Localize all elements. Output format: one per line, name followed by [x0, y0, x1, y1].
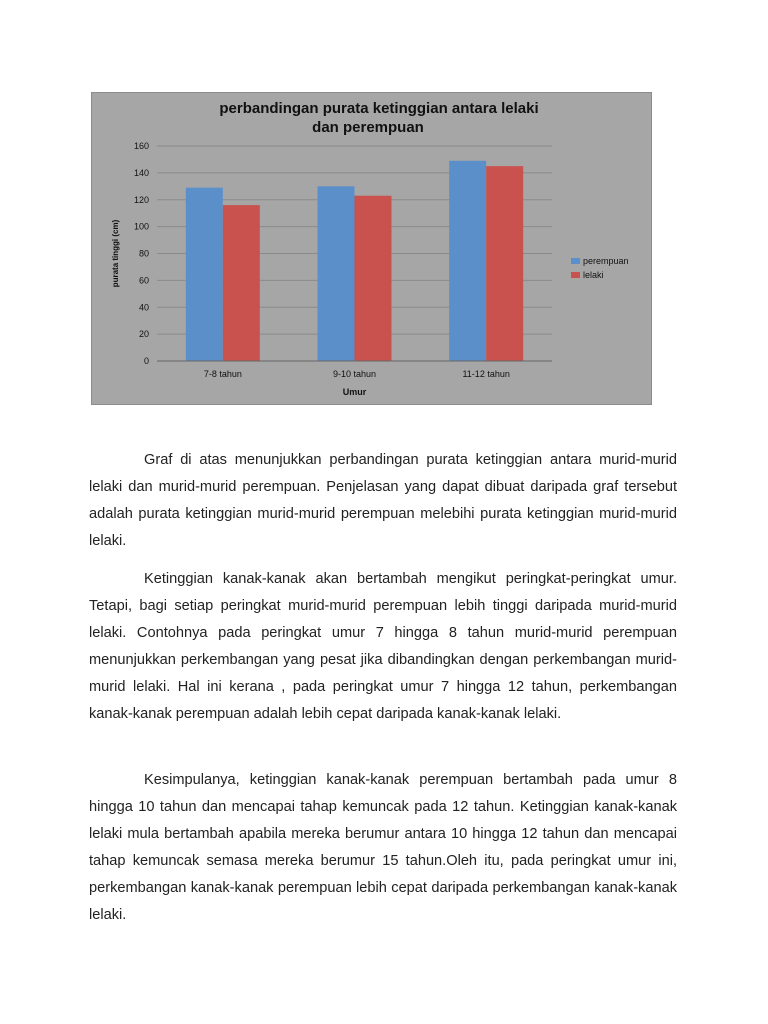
x-tick-label: 7-8 tahun: [203, 369, 242, 379]
x-axis-label: Umur: [342, 387, 367, 397]
chart-title-line-1: perbandingan purata ketinggian antara lelaki: [219, 100, 539, 117]
chart-canvas: [92, 93, 653, 406]
y-tick-label: 40: [138, 302, 149, 313]
bar-lelaki-3: [486, 166, 523, 361]
y-tick-label: 120: [133, 194, 149, 205]
bar-perempuan-3: [449, 161, 486, 361]
y-axis-label: purata tinggi (cm): [111, 219, 120, 288]
y-tick-label: 140: [133, 167, 149, 178]
legend-swatch-perempuan: [571, 258, 580, 264]
paragraph-2: Ketinggian kanak-kanak akan bertambah mengikut peringkat-peringkat umur. Tetapi, bagi setiap peringkat murid-murid perempuan lebih tinggi daripada murid-murid lelaki. Contohnya pada peringkat umur 7 hingga 8 tahun murid-murid perempuan menunjukkan perkembangan yang pesat jika dibandingkan dengan perkembangan murid-murid lelaki. Hal ini kerana , pada peringkat umur 7 hingga 12 tahun, perkembangan kanak-kanak perempuan adalah lebih cepat daripada kanak-kanak lelaki.: [89, 571, 677, 722]
bar-lelaki-2: [355, 196, 392, 361]
paragraph-3: Kesimpulanya, ketinggian kanak-kanak perempuan bertambah pada umur 8 hingga 10 tahun dan mencapai tahap kemuncak pada 12 tahun. Ketinggian kanak-kanak lelaki mula bertambah apabila mereka berumur antara 10 hingga 12 tahun dan mencapai tahap kemuncak semasa mereka berumur 15 tahun.Oleh itu, pada peringkat umur ini, perkembangan kanak-kanak perempuan lebih cepat daripada perkembangan kanak-kanak lelaki.: [89, 772, 677, 923]
x-tick-label: 11-12 tahun: [462, 369, 510, 379]
bar-perempuan-1: [186, 188, 223, 361]
bar-lelaki-1: [223, 205, 260, 361]
bar-perempuan-2: [318, 186, 355, 361]
y-tick-label: 60: [138, 275, 149, 286]
legend-swatch-lelaki: [571, 272, 580, 278]
y-tick-label: 80: [138, 248, 149, 259]
legend-label-lelaki: lelaki: [583, 270, 604, 280]
y-tick-label: 160: [133, 141, 149, 151]
chart-title-line-2: dan perempuan: [312, 119, 424, 136]
y-tick-label: 100: [133, 221, 149, 232]
x-tick-label: 9-10 tahun: [332, 369, 377, 379]
paragraph-1: Graf di atas menunjukkan perbandingan purata ketinggian antara murid-murid lelaki dan murid-murid perempuan. Penjelasan yang dapat dibuat daripada graf tersebut adalah purata ketinggian murid-murid perempuan melebihi purata ketinggian murid-murid lelaki.: [89, 452, 677, 549]
bar-chart: [91, 92, 652, 405]
legend-label-perempuan: perempuan: [583, 256, 629, 266]
y-tick-label: 0: [143, 356, 149, 366]
y-tick-label: 20: [138, 329, 149, 340]
